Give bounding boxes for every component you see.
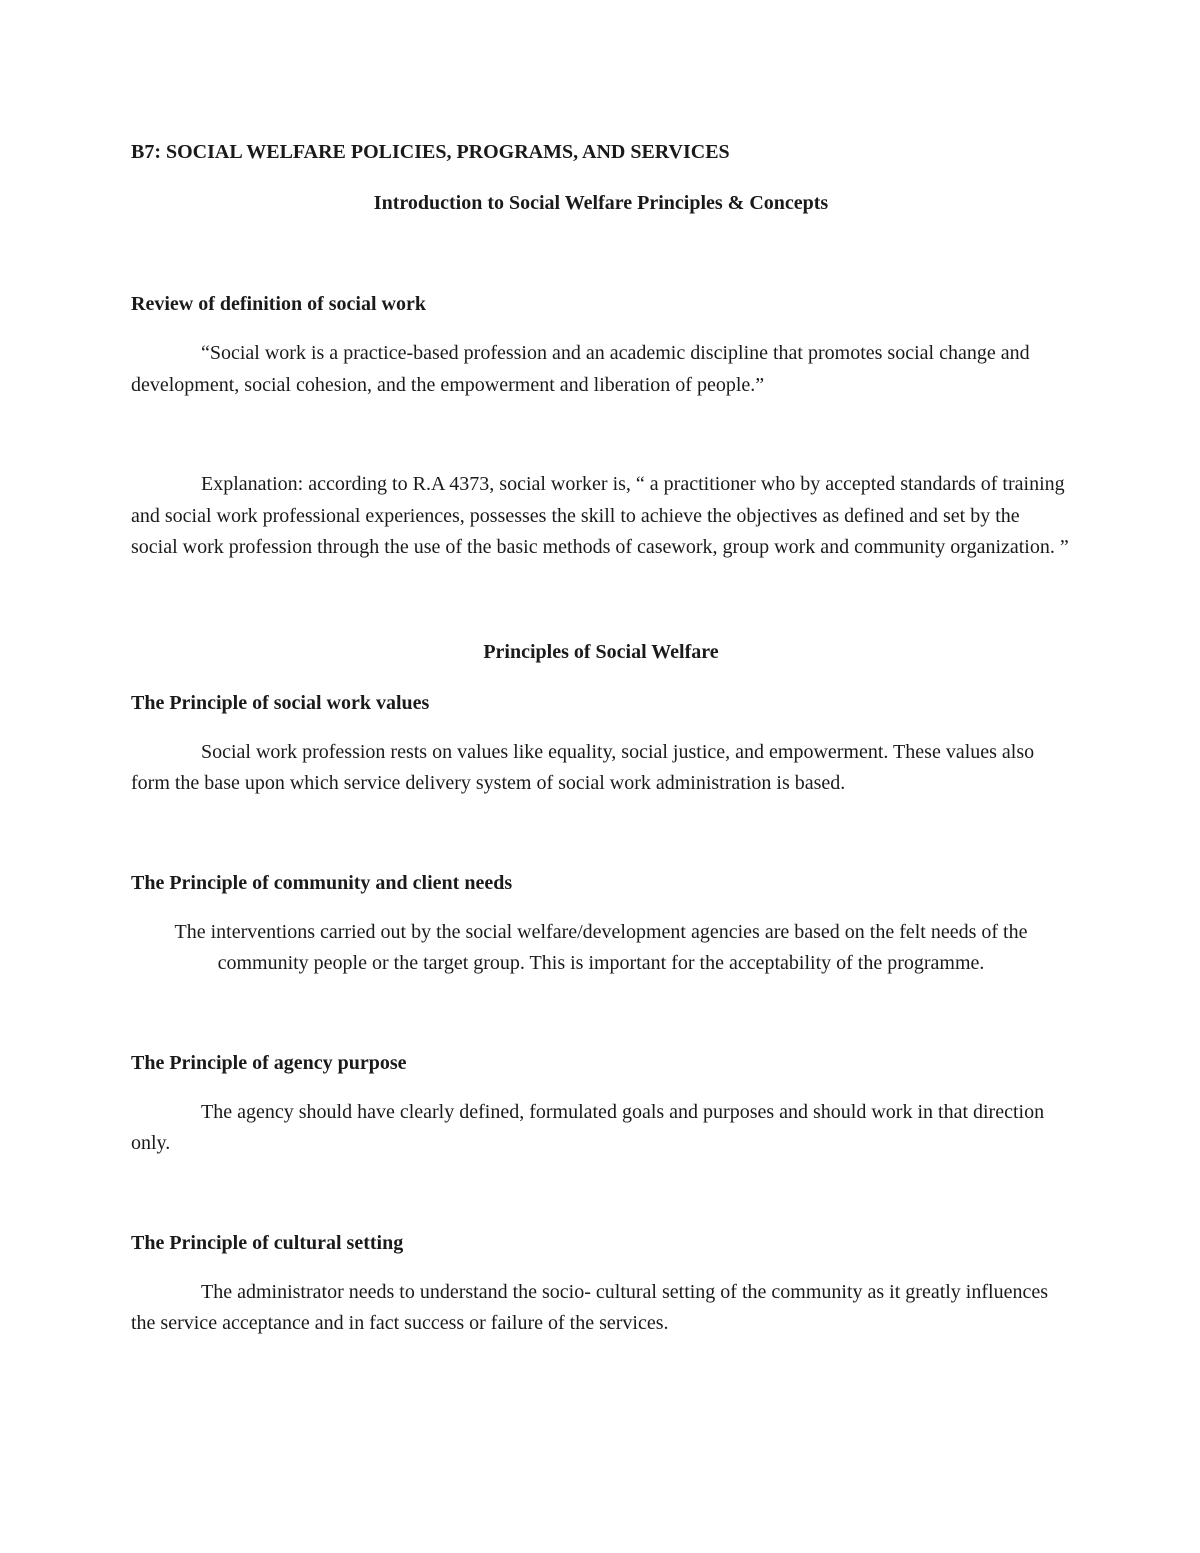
review-heading: Review of definition of social work [131, 293, 426, 315]
principles-section-title: Principles of Social Welfare [483, 640, 719, 663]
ra-4373-explanation: Explanation: according to R.A 4373, social worker is, “ a practitioner who by accepted standards of training and social work professional experiences, possesses the skill to achieve the objectives as defined and set by the social work profession through the use of the basic methods of casework, group work and community organization. ” [131, 473, 1069, 558]
principle-text-cultural-setting: The administrator needs to understand the socio- cultural setting of the community as it greatly influences the service acceptance and in fact success or failure of the services. [131, 1280, 1048, 1334]
principle-heading-agency-purpose: The Principle of agency purpose [131, 1051, 407, 1074]
document-page [131, 138, 1071, 1340]
document-title: B7: SOCIAL WELFARE POLICIES, PROGRAMS, AND SERVICES [131, 141, 730, 163]
principle-text-agency-purpose: The agency should have clearly defined, formulated goals and purposes and should work in that direction only. [131, 1100, 1045, 1154]
principle-text-values: Social work profession rests on values like equality, social justice, and empowerment. These values also form the base upon which service delivery system of social work administration is based. [131, 740, 1035, 794]
social-work-definition-quote: “Social work is a practice-based profession and an academic discipline that promotes social change and development, social cohesion, and the empowerment and liberation of people.” [131, 342, 1030, 396]
document-subtitle: Introduction to Social Welfare Principles & Concepts [373, 192, 829, 214]
principle-heading-values: The Principle of social work values [131, 691, 430, 714]
principle-heading-cultural-setting: The Principle of cultural setting [131, 1231, 404, 1254]
principle-text-community-needs: The interventions carried out by the social welfare/development agencies are based on the felt needs of the community people or the target group. This is important for the acceptability of the programme. [174, 920, 1028, 974]
principle-heading-community-needs: The Principle of community and client needs [131, 871, 513, 894]
